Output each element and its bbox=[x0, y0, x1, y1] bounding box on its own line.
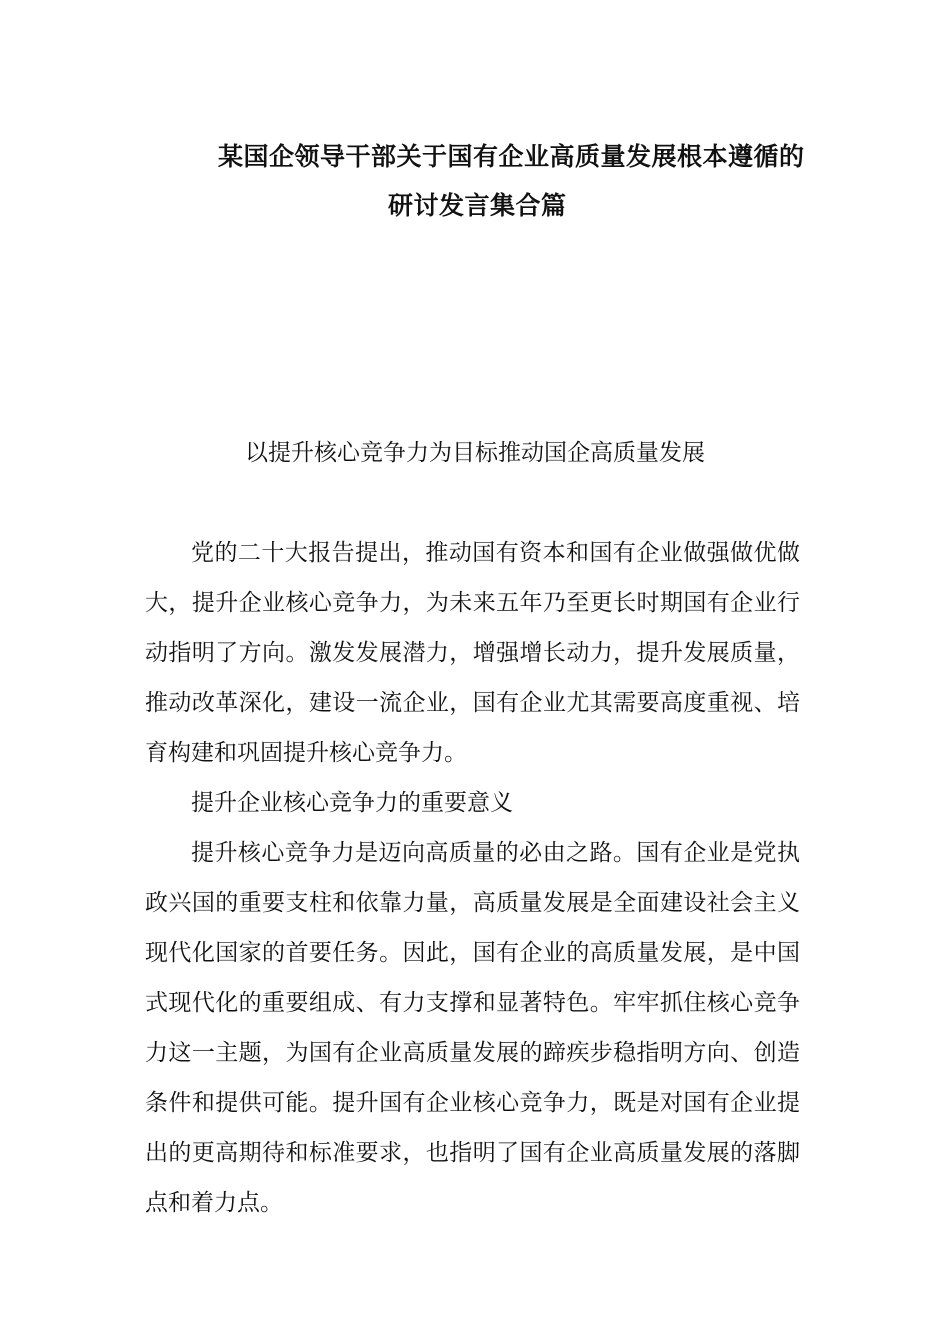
paragraph-intro: 党的二十大报告提出，推动国有资本和国有企业做强做优做大，提升企业核心竞争力，为未来五年乃至更长时期国有企业行动指明了方向。激发发展潜力，增强增长动力，提升发展质量，推动改革深化，建设一流企业，国有企业尤其需要高度重视、培育构建和巩固提升核心竞争力。 bbox=[145, 540, 800, 766]
document-title-line-2: 研讨发言集合篇 bbox=[388, 191, 567, 220]
section-heading: 提升企业核心竞争力的重要意义 bbox=[191, 790, 513, 816]
document-title-line-1: 某国企领导干部关于国有企业高质量发展根本遵循的 bbox=[218, 142, 805, 171]
section-subtitle: 以提升核心竞争力为目标推动国企高质量发展 bbox=[245, 440, 705, 466]
paragraph-significance: 提升核心竞争力是迈向高质量的必由之路。国有企业是党执政兴国的重要支柱和依靠力量，高质量发展是全面建设社会主义现代化国家的首要任务。因此，国有企业的高质量发展，是中国式现代化的重要组成、有力支撑和显著特色。牢牢抓住核心竞争力这一主题，为国有企业高质量发展的蹄疾步稳指明方向、创造条件和提供可能。提升国有企业核心竞争力，既是对国有企业提出的更高期待和标准要求，也指明了国有企业高质量发展的落脚点和着力点。 bbox=[145, 840, 800, 1216]
document-body bbox=[145, 528, 800, 1228]
